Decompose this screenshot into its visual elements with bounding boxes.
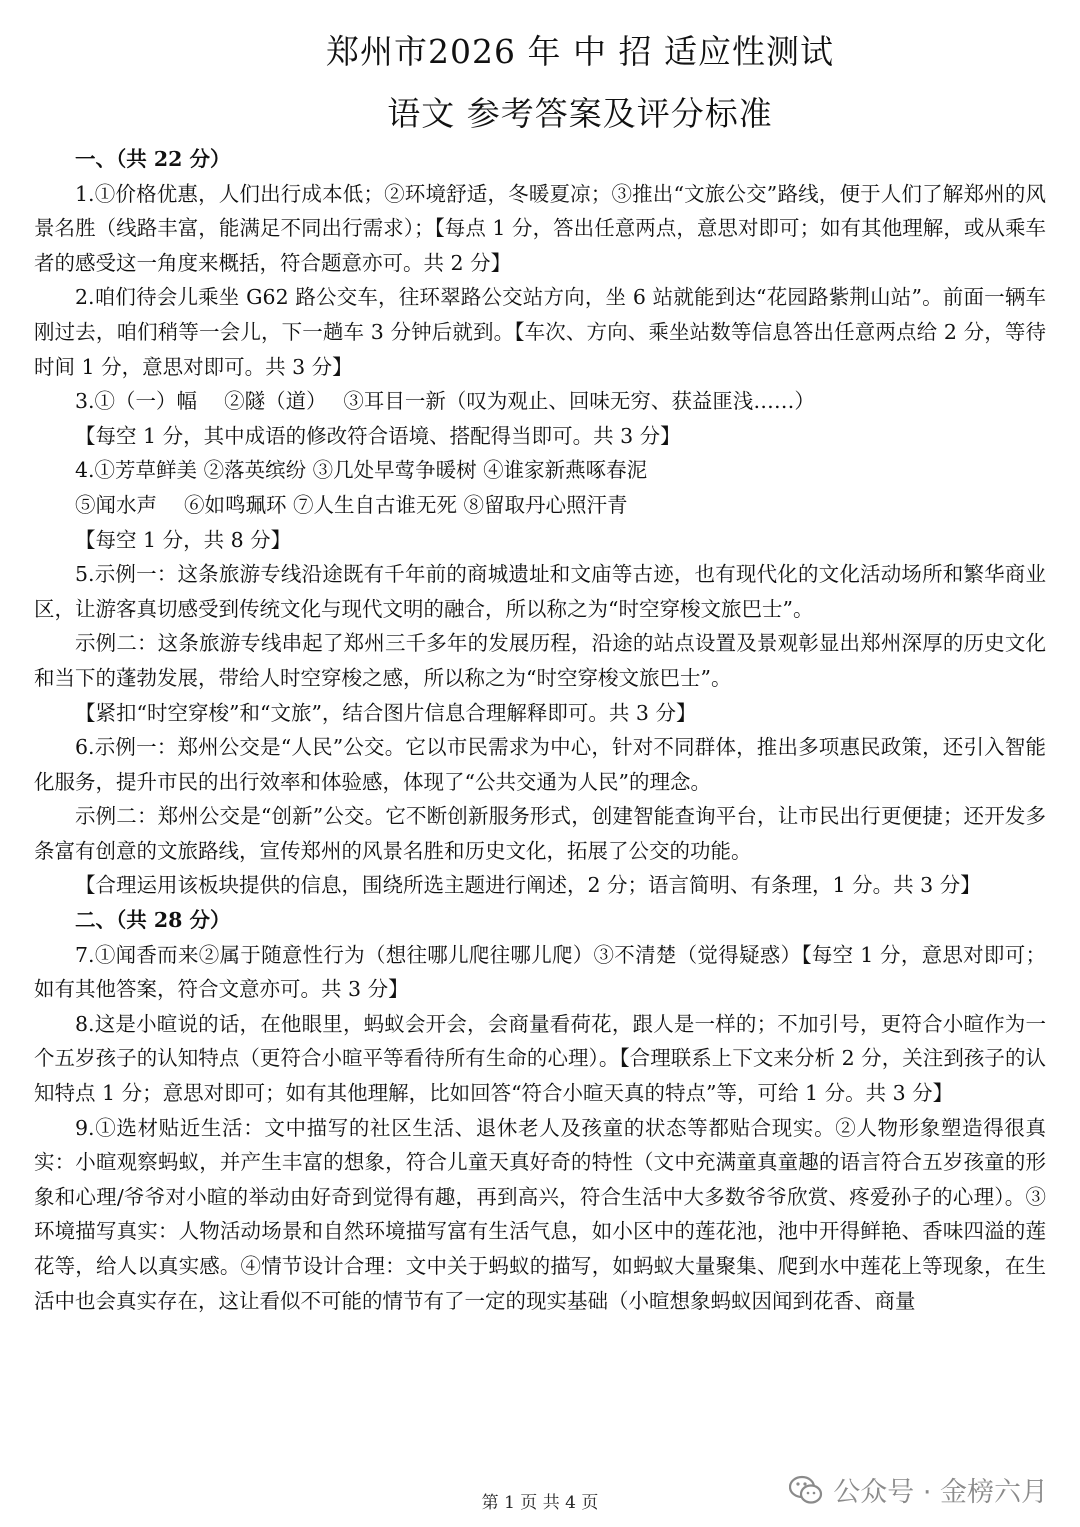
answer-q4-line1: 4.①芳草鲜美 ②落英缤纷 ③几处早莺争暖树 ④谁家新燕啄春泥 [75, 458, 648, 483]
answer-q3: 3.①（一）幅 ②隧（道） ③耳目一新（叹为观止、回味无穷、获益匪浅……） [75, 389, 815, 414]
answer-body [34, 142, 1046, 1318]
answer-q5-score: 【紧扣“时空穿梭”和“文旅”，结合图片信息合理解释即可。共 3 分】 [75, 700, 697, 725]
answer-q9: 9.①选材贴近生活：文中描写的社区生活、退休老人及孩童的状态等都贴合现实。②人物形象塑造得很真实：小暄观察蚂蚁，并产生丰富的想象，符合儿童天真好奇的特性（文中充满童真童趣的语言符合五岁孩童的形象和心理/爷爷对小暄的举动由好奇到觉得有趣，再到高兴，符合生活中大多数爷爷欣赏、疼爱孙子的心理）。③环境描写真实：人物活动场景和自然环境描写富有生活气息，如小区中的莲花池，池中开得鲜艳、香味四溢的莲花等，给人以真实感。④情节设计合理：文中关于蚂蚁的描写，如蚂蚁大量聚集、爬到水中莲花上等现象，在生活中也会真实存在，这让看似不可能的情节有了一定的现实基础（小暄想象蚂蚁因闻到花香、商量 [34, 1115, 1046, 1313]
section-heading-2: 二、（共 28 分） [75, 908, 231, 933]
answer-q2: 2.咱们待会儿乘坐 G62 路公交车，往环翠路公交站方向，坐 6 站就能到达“花园路紫荆山站”。前面一辆车刚过去，咱们稍等一会儿，下一趟车 3 分钟后就到。【车次、方向、乘坐站数等信息答出任意两点给 2 分，等待时间 1 分，意思对即可。共 3 分】 [34, 285, 1046, 379]
section-heading-1: 一、（共 22 分） [75, 147, 231, 171]
answer-q7: 7.①闻香而来②属于随意性行为（想往哪儿爬往哪儿爬）③不清楚（觉得疑惑）【每空 1 分，意思对即可；如有其他答案，符合文意亦可。共 3 分】 [34, 942, 1046, 1002]
answer-q3-score: 【每空 1 分，其中成语的修改符合语境、搭配得当即可。共 3 分】 [75, 423, 681, 448]
answer-q6-score: 【合理运用该板块提供的信息，围绕所选主题进行阐述，2 分；语言简明、有条理，1 分。共 3 分】 [75, 873, 981, 898]
answer-q8: 8.这是小暄说的话，在他眼里，蚂蚁会开会，会商量看荷花，跟人是一样的；不加引号，更符合小暄作为一个五岁孩子的认知特点（更符合小暄平等看待所有生命的心理）。【合理联系上下文来分析 2 分，关注到孩子的认知特点 1 分；意思对即可；如有其他理解，比如回答“符合小暄天真的特点”等，可给 1 分。共 3 分】 [34, 1011, 1046, 1106]
watermark-text: 公众号 · 金榜六月 [833, 1477, 1048, 1508]
wechat-icon [789, 1475, 823, 1505]
answer-q5-example1: 5.示例一：这条旅游专线沿途既有千年前的商城遗址和文庙等古迹，也有现代化的文化活动场所和繁华商业区，让游客真切感受到传统文化与现代文明的融合，所以称之为“时空穿梭文旅巴士”。 [34, 562, 1046, 621]
exam-title: 郑州市2026 年 中 招 适应性测试 [326, 32, 834, 71]
answer-q5-example2: 示例二：这条旅游专线串起了郑州三千多年的发展历程，沿途的站点设置及景观彰显出郑州深厚的历史文化和当下的蓬勃发展，带给人时空穿梭之感，所以称之为“时空穿梭文旅巴士”。 [34, 631, 1046, 690]
exam-subtitle: 语文 参考答案及评分标准 [387, 94, 773, 133]
answer-q6-example2: 示例二：郑州公交是“创新”公交。它不断创新服务形式，创建智能查询平台，让市民出行更便捷；还开发多条富有创意的文旅路线，宣传郑州的风景名胜和历史文化，拓展了公交的功能。 [34, 804, 1046, 863]
answer-q1: 1.①价格优惠，人们出行成本低；②环境舒适，冬暖夏凉；③推出“文旅公交”路线，便于人们了解郑州的风景名胜（线路丰富，能满足不同出行需求）；【每点 1 分，答出任意两点，意思对即可；如有其他理解，或从乘车者的感受这一角度来概括，符合题意亦可。共 2 分】 [34, 181, 1046, 275]
answer-q6-example1: 6.示例一：郑州公交是“人民”公交。它以市民需求为中心，针对不同群体，推出多项惠民政策，还引入智能化服务，提升市民的出行效率和体验感，体现了“公共交通为人民”的理念。 [34, 735, 1046, 794]
answer-q4-score: 【每空 1 分，共 8 分】 [75, 527, 292, 552]
page-number: 第 1 页 共 4 页 [481, 1493, 599, 1513]
watermark [789, 1470, 1048, 1509]
answer-q4-line2: ⑤闻水声 ⑥如鸣珮环 ⑦人生自古谁无死 ⑧留取丹心照汗青 [75, 492, 628, 517]
